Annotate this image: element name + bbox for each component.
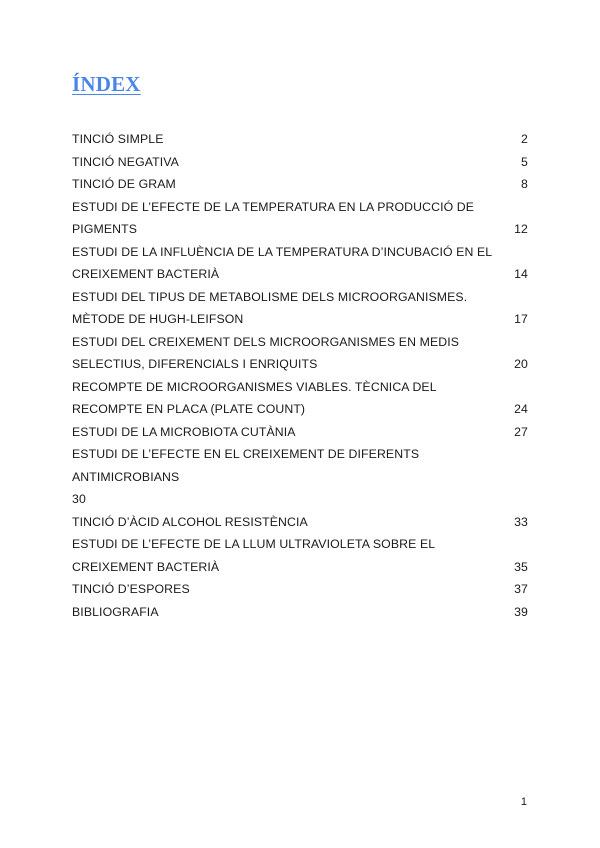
toc-entry[interactable] [72,128,528,151]
toc-entry-title: ESTUDI DE L’EFECTE EN EL CREIXEMENT DE DIFERENTS ANTIMICROBIANS [72,447,420,484]
page-number: 1 [520,796,527,808]
toc-entry-title: TINCIÓ DE GRAM [72,177,176,191]
toc-entry-page: 30 [72,492,86,506]
toc-entry[interactable] [72,533,528,578]
toc-entry-title: ESTUDI DEL CREIXEMENT DELS MICROORGANISMES EN MEDIS SELECTIUS, DIFERENCIALS I ENRIQUITS [72,334,460,371]
toc-entry-title: ESTUDI DE L’EFECTE DE LA LLUM ULTRAVIOLETA SOBRE EL CREIXEMENT BACTERIÀ [72,537,435,574]
toc-entry-page: 20 [514,357,528,371]
toc-entry[interactable] [72,511,528,534]
toc-entry-title: RECOMPTE DE MICROORGANISMES VIABLES. TÈCNICA DEL RECOMPTE EN PLACA (PLATE COUNT) [72,379,437,416]
toc-entry[interactable] [72,443,528,511]
toc-entry[interactable] [72,421,528,444]
toc-entry-page: 24 [514,402,528,416]
toc-entry-page: 35 [514,559,528,574]
toc-entry-title: ESTUDI DEL TIPUS DE METABOLISME DELS MICROORGANISMES. MÈTODE DE HUGH-LEIFSON [72,289,468,326]
toc-entry-page: 2 [521,132,528,146]
toc-entry-page: 27 [514,424,528,439]
toc-entry[interactable] [72,286,528,331]
toc-entry-page: 37 [514,582,528,596]
toc-entry-page: 8 [521,177,528,191]
toc-entry-title: TINCIÓ SIMPLE [72,132,164,146]
toc-entry-page: 17 [514,312,528,326]
toc-entry-title: ESTUDI DE LA INFLUÈNCIA DE LA TEMPERATURA D’INCUBACIÓ EN EL CREIXEMENT BACTERIÀ [72,244,492,281]
toc-entry[interactable] [72,241,528,286]
toc-entry[interactable] [72,331,528,376]
toc-entry[interactable] [72,376,528,421]
toc-entry[interactable] [72,196,528,241]
toc-entry-page: 5 [521,154,528,169]
toc-entry[interactable] [72,601,528,624]
toc-entry-title: BIBLIOGRAFIA [72,604,159,619]
toc-entry-page: 12 [514,222,528,236]
toc-entry[interactable] [72,151,528,174]
page-title: ÍNDEX [72,72,141,96]
toc-entry-page: 33 [514,514,528,529]
toc-entry-title: ESTUDI DE LA MICROBIOTA CUTÀNIA [72,424,296,439]
toc-entry-title: ESTUDI DE L’EFECTE DE LA TEMPERATURA EN LA PRODUCCIÓ DE PIGMENTS [72,199,475,236]
toc-entry-title: TINCIÓ D’ESPORES [72,582,190,596]
toc-entry-title: TINCIÓ NEGATIVA [72,154,179,169]
toc-entry-title: TINCIÓ D’ÀCID ALCOHOL RESISTÈNCIA [72,514,308,529]
toc-entry[interactable] [72,578,528,601]
toc-entry-page: 14 [514,267,528,281]
toc-entry[interactable] [72,173,528,196]
toc-entry-page: 39 [514,604,528,619]
table-of-contents [72,128,528,623]
